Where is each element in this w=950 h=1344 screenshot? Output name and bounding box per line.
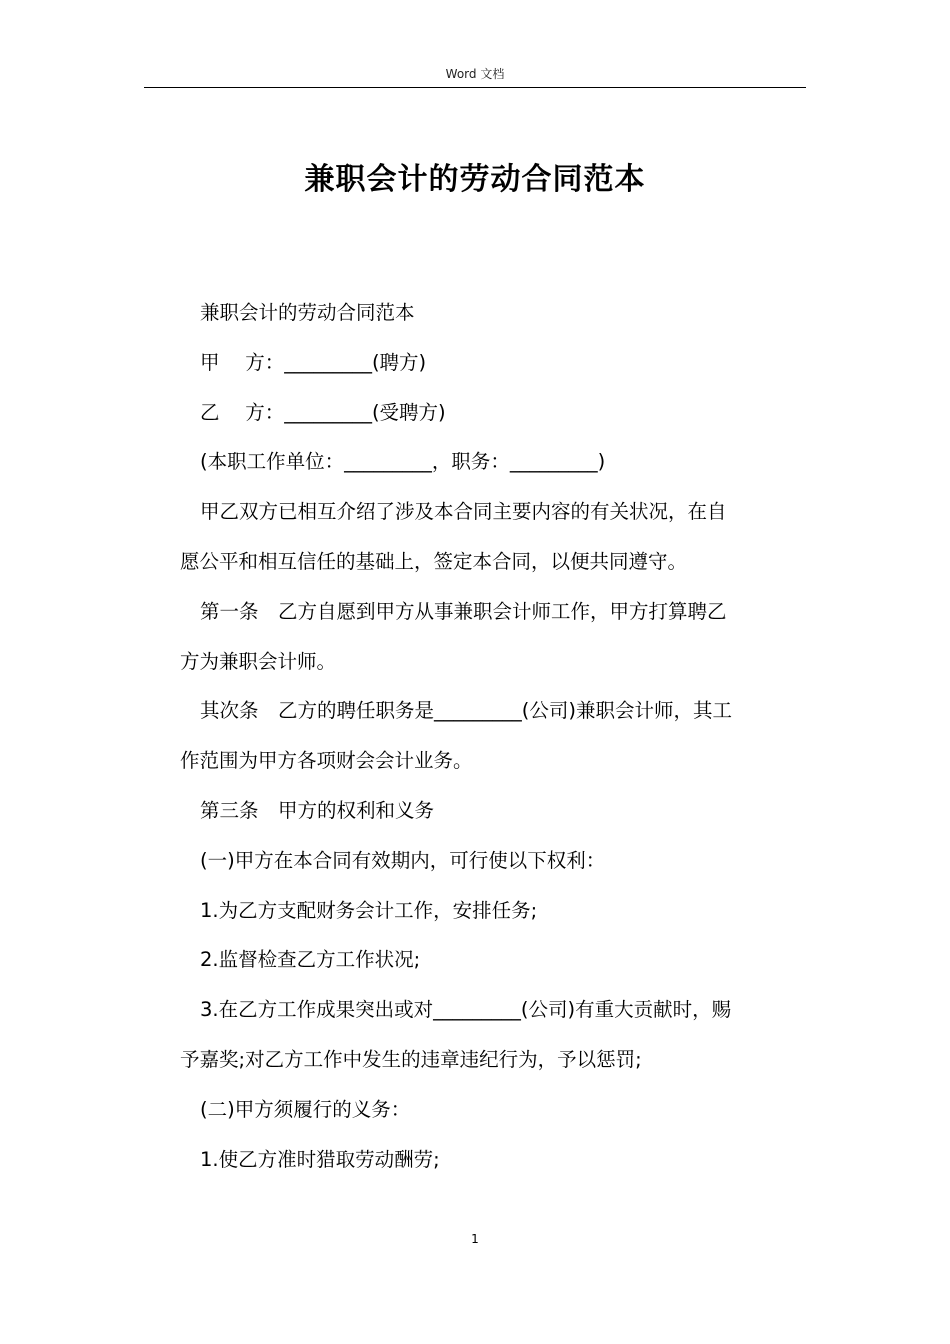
- paragraph-article3-heading: 第三条 甲方的权利和义务: [200, 798, 435, 822]
- document-title: 兼职会计的劳动合同范本: [304, 162, 646, 197]
- paragraph-party-b: 乙 方：_________(受聘方): [200, 400, 446, 424]
- paragraph-article2-line2: 作范围为甲方各项财会会计业务。: [180, 749, 473, 773]
- paragraph-right-2: 2.监督检查乙方工作状况;: [200, 948, 421, 972]
- paragraph-rights-heading: (一)甲方在本合同有效期内，可行使以下权利：: [200, 848, 606, 872]
- paragraph-right-3-line2: 予嘉奖;对乙方工作中发生的违章违纪行为，予以惩罚;: [180, 1047, 642, 1071]
- paragraph-article1-line1: 第一条 乙方自愿到甲方从事兼职会计师工作，甲方打算聘乙: [200, 599, 727, 623]
- paragraph-duties-heading: (二)甲方须履行的义务：: [200, 1097, 411, 1121]
- page-number: 1: [471, 1232, 479, 1246]
- paragraph-intro-line2: 愿公平和相互信任的基础上，签定本合同，以便共同遵守。: [180, 549, 688, 573]
- document-body: [180, 288, 806, 1184]
- paragraph-article2-line1: 其次条 乙方的聘任职务是_________(公司)兼职会计师，其工: [200, 699, 732, 723]
- paragraph-right-3-line1: 3.在乙方工作成果突出或对_________(公司)有重大贡献时，赐: [200, 998, 732, 1022]
- paragraph-right-1: 1.为乙方支配财务会计工作，安排任务;: [200, 898, 538, 922]
- paragraph-duty-1: 1.使乙方准时猎取劳动酬劳;: [200, 1147, 440, 1171]
- paragraph-intro-line1: 甲乙双方已相互介绍了涉及本合同主要内容的有关状况，在自: [200, 500, 727, 524]
- paragraph-party-a: 甲 方：_________(聘方): [200, 350, 427, 374]
- paragraph-subtitle: 兼职会计的劳动合同范本: [200, 301, 415, 324]
- paragraph-article1-line2: 方为兼职会计师。: [180, 649, 337, 673]
- page-header: Word 文档: [445, 67, 505, 81]
- header-divider: [144, 87, 806, 88]
- paragraph-employer-info: (本职工作单位：_________，职务：_________): [200, 450, 606, 474]
